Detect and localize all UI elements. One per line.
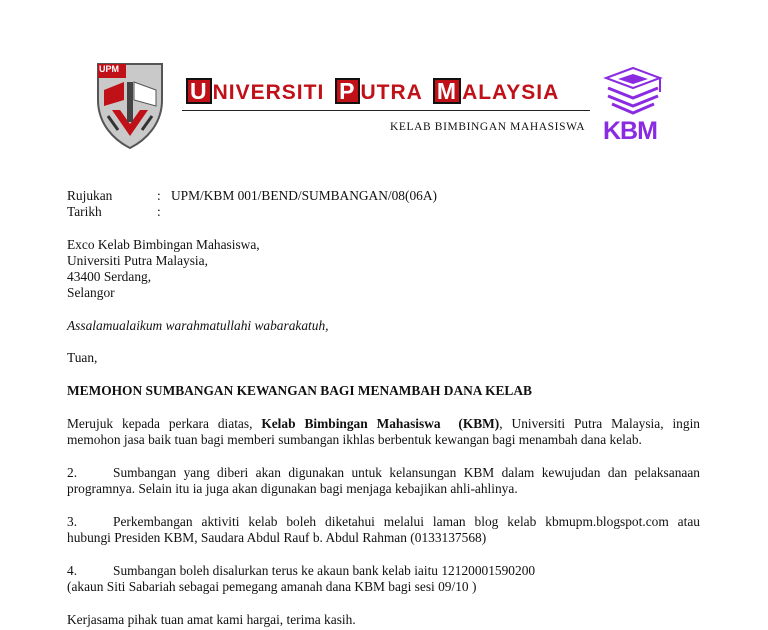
paragraph-3-line-2: hubungi Presiden KBM, Saudara Abdul Rauf b. Abdul Rahman (0133137568) [67,530,487,545]
greeting: Assalamualaikum warahmatullahi wabarakatuh, [67,318,329,333]
kbm-logo [602,66,664,146]
address-line: Exco Kelab Bimbingan Mahasiswa, [67,237,260,252]
closing-line: Kerjasama pihak tuan amat kami hargai, terima kasih. [67,612,356,627]
paragraph-2-number: 2. [67,465,78,480]
upm-crest-logo [94,60,166,150]
date-label: Tarikh [67,204,102,219]
salutation: Tuan, [67,350,98,365]
paragraph-3-line-1: Perkembangan aktiviti kelab boleh diketahui melalui laman blog kelab kbmupm.blogspot.com atau [113,514,700,529]
title-word-2: UTRA [360,81,423,104]
university-title [186,78,559,105]
upm-logo-text: UPM [99,64,119,74]
subject-heading: MEMOHON SUMBANGAN KEWANGAN BAGI MENAMBAH DANA KELAB [67,383,532,398]
club-name-bold: Kelab Bimbingan Mahasiswa (KBM) [261,416,500,431]
ref-colon: : [157,188,161,203]
paragraph-4-number: 4. [67,563,78,578]
date-colon: : [157,204,161,219]
kbm-logo-text: KBM [603,117,657,145]
title-word-3: ALAYSIA [462,81,560,104]
paragraph-2-line-2: programnya. Selain itu ia juga akan digunakan bagi menjaga kebajikan ahli-ahlinya. [67,481,518,496]
address-line: Universiti Putra Malaysia, [67,253,208,268]
paragraph-4-line-1: Sumbangan boleh disalurkan terus ke akaun bank kelab iaitu 12120001590200 [113,563,536,578]
header-rule [182,110,590,111]
title-word-1: NIVERSITI [212,81,325,104]
paragraph-2-line-1: Sumbangan yang diberi akan digunakan untuk kelansungan KBM dalam kewujudan dan pelaksanaan [113,465,700,480]
club-name: KELAB BIMBINGAN MAHASISWA [390,121,586,133]
address-line: Selangor [67,285,115,300]
paragraph-4-line-2: (akaun Siti Sabariah sebagai pemegang amanah dana KBM bagi sesi 09/10 ) [67,579,477,594]
paragraph-3-number: 3. [67,514,78,529]
ref-label: Rujukan [67,188,113,203]
paragraph-1-line-1 [67,416,700,432]
address-line: 43400 Serdang, [67,269,152,284]
para1-text: , Universiti Putra Malaysia, ingin [499,416,700,431]
ref-value: UPM/KBM 001/BEND/SUMBANGAN/08(06A) [171,188,437,203]
title-initial-p: P [335,78,359,104]
title-initial-m: M [433,78,461,104]
title-initial-u: U [186,78,212,104]
paragraph-1-line-2: memohon jasa baik tuan bagi memberi sumbangan ikhlas berbentuk kewangan bagi menambah dana kelab. [67,432,642,447]
para1-text: Merujuk kepada perkara diatas, [67,416,262,431]
